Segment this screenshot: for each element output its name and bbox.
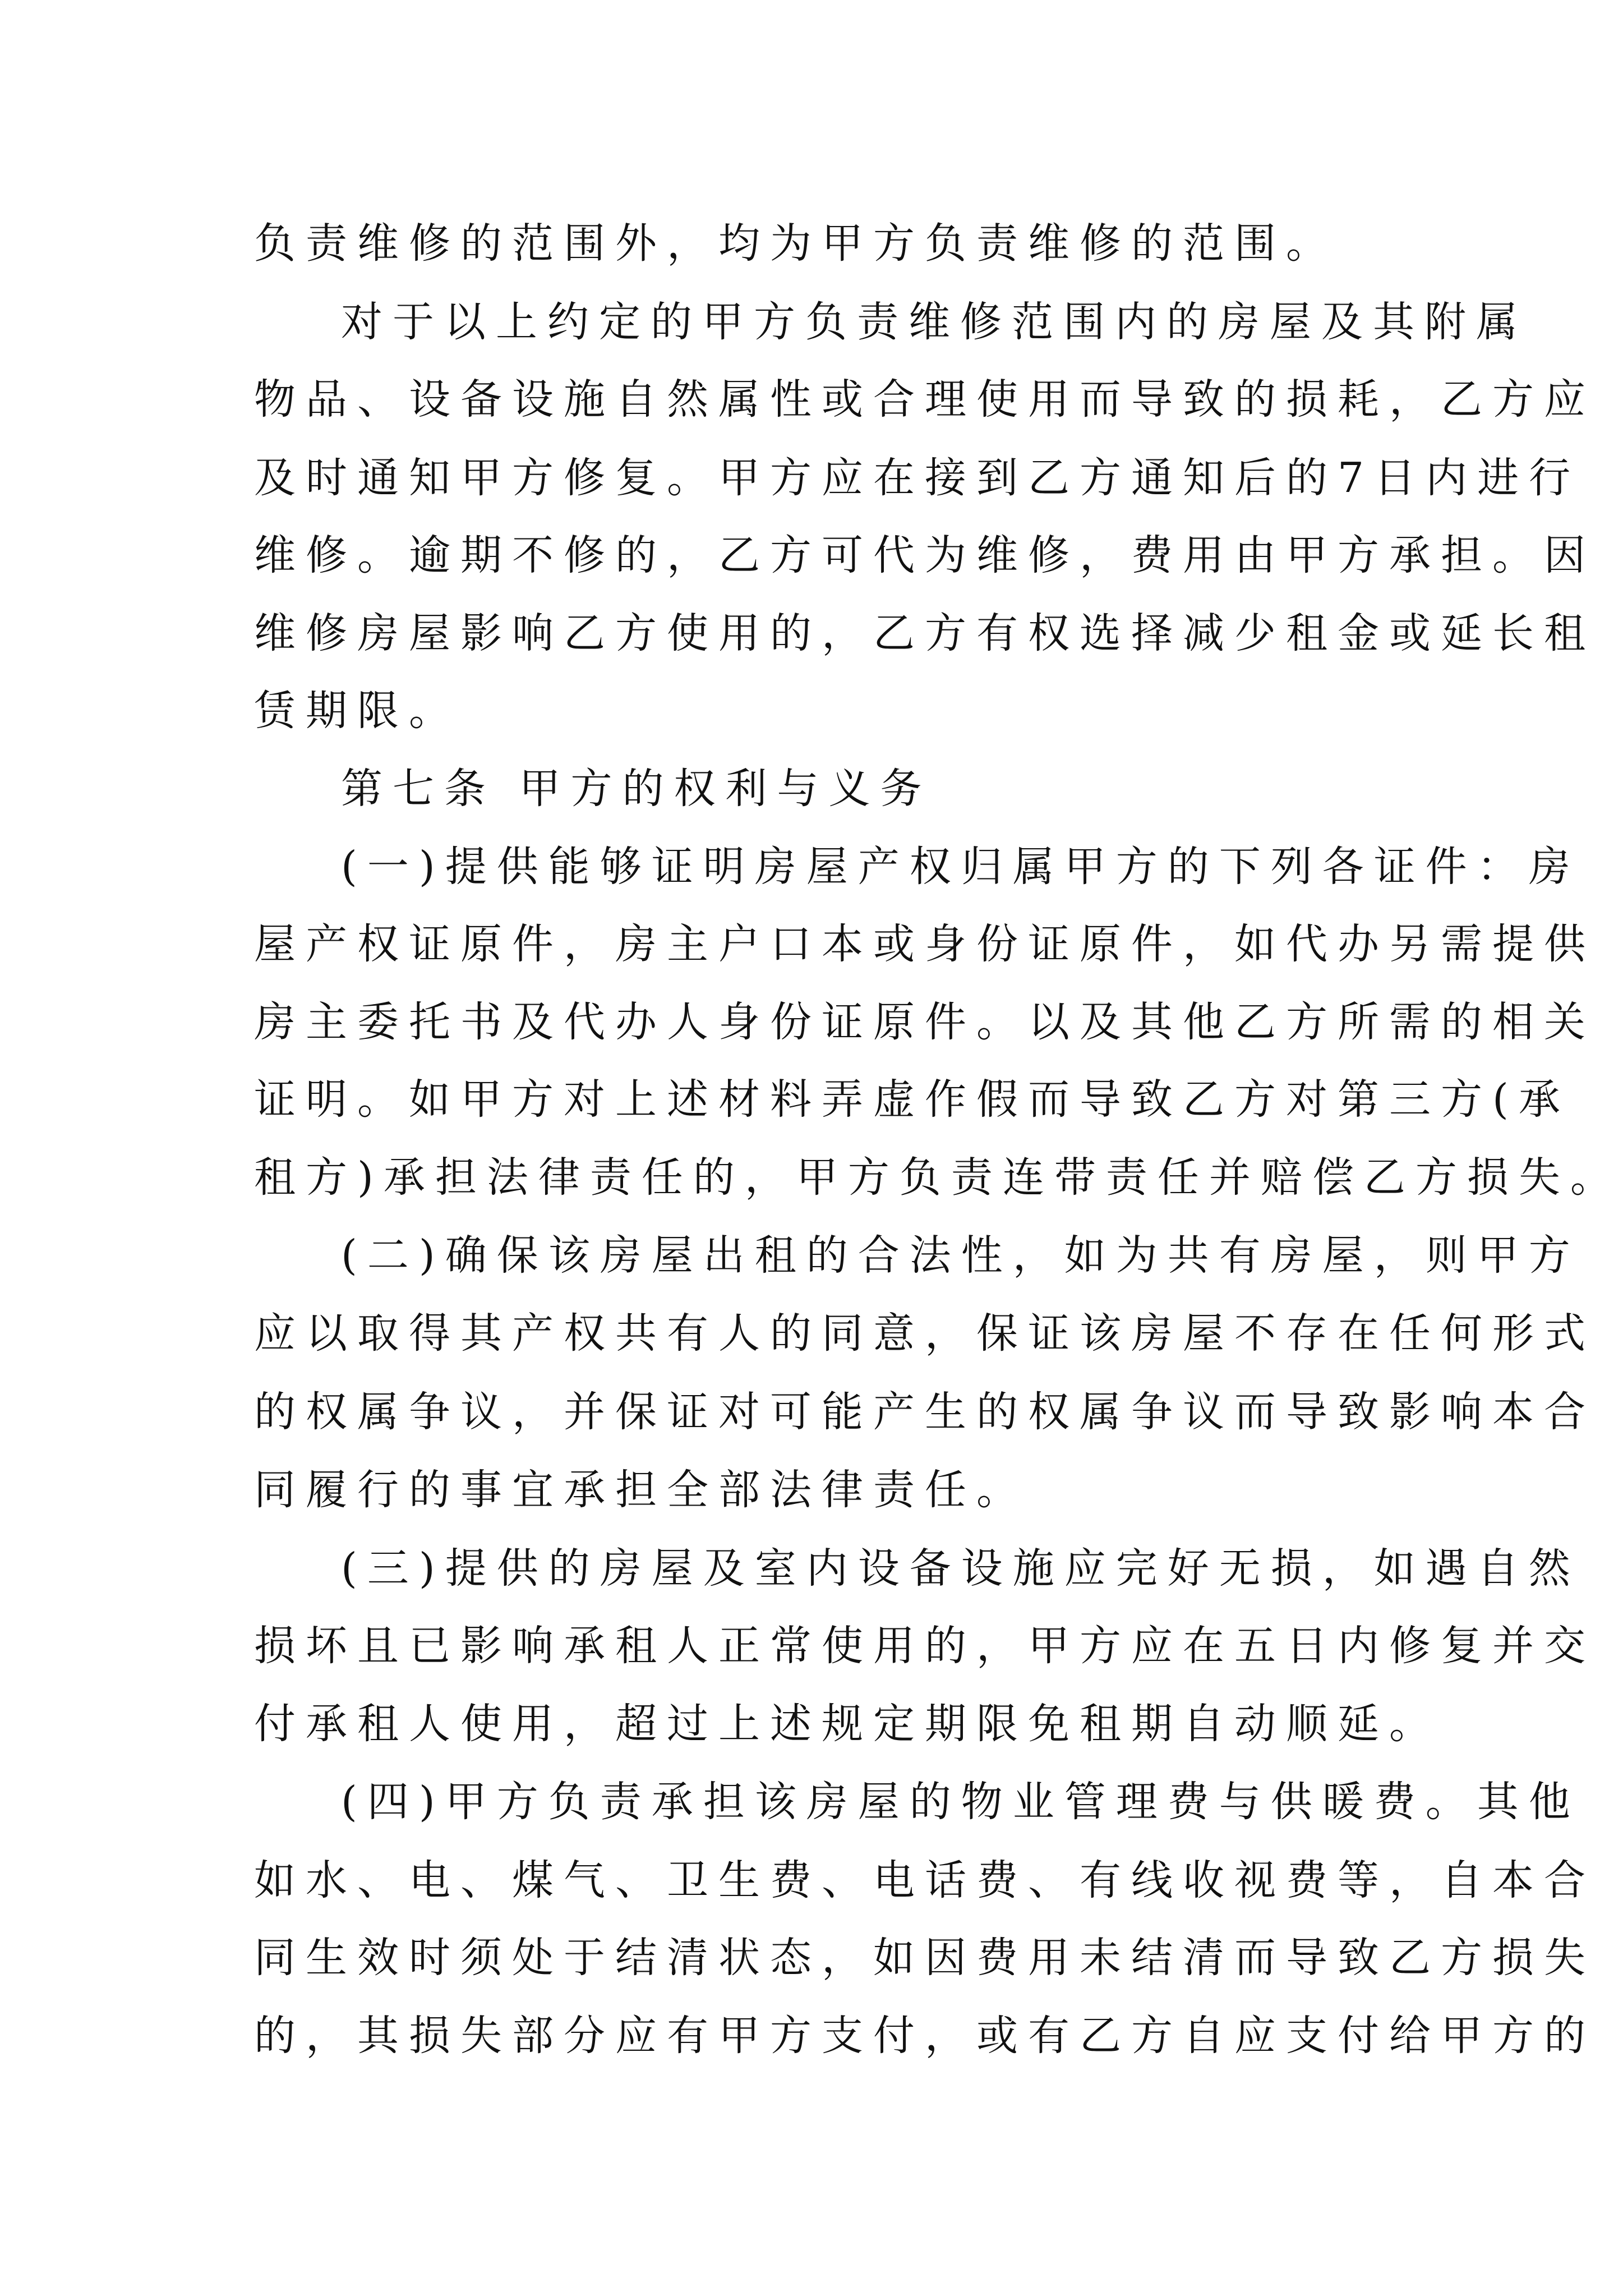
paragraph-start-line: (三)提供的房屋及室内设备设施应完好无损，如遇自然 (341, 1544, 1580, 1593)
text-line: 同履行的事宜承担全部法律责任。 (254, 1466, 1028, 1514)
text-line: 负责维修的范围外，均为甲方负责维修的范围。 (254, 219, 1338, 268)
text-line: 的，其损失部分应有甲方支付，或有乙方自应支付给甲方的 (254, 2012, 1596, 2060)
text-line: 物品、设备设施自然属性或合理使用而导致的损耗，乙方应 (254, 375, 1596, 424)
article-heading: 第七条 甲方的权利与义务 (341, 765, 932, 813)
paragraph-start-line: (二)确保该房屋出租的合法性，如为共有房屋，则甲方 (341, 1231, 1580, 1280)
text-line: 维修房屋影响乙方使用的，乙方有权选择减少租金或延长租 (254, 609, 1596, 657)
paragraph-start-line: (一)提供能够证明房屋产权归属甲方的下列各证件：房 (341, 843, 1580, 891)
text-line: 租方)承担法律责任的，甲方负责连带责任并赔偿乙方损失。 (254, 1153, 1622, 1202)
text-line: 证明。如甲方对上述材料弄虚作假而导致乙方对第三方(承 (254, 1075, 1570, 1124)
paragraph-start-line: (四)甲方负责承担该房屋的物业管理费与供暖费。其他 (341, 1778, 1580, 1826)
text-line: 付承租人使用，超过上述规定期限免租期自动顺延。 (254, 1700, 1441, 1748)
text-line: 及时通知甲方修复。甲方应在接到乙方通知后的7日内进行 (254, 454, 1581, 502)
text-line: 如水、电、煤气、卫生费、电话费、有线收视费等，自本合 (254, 1856, 1596, 1904)
text-line: 维修。逾期不修的，乙方可代为维修，费用由甲方承担。因 (254, 531, 1596, 579)
text-line: 损坏且已影响承租人正常使用的，甲方应在五日内修复并交 (254, 1622, 1596, 1670)
paragraph-start-line: 对于以上约定的甲方负责维修范围内的房屋及其附属 (341, 298, 1528, 346)
text-line: 应以取得其产权共有人的同意，保证该房屋不存在任何形式 (254, 1309, 1596, 1358)
text-line: 的权属争议，并保证对可能产生的权属争议而导致影响本合 (254, 1388, 1596, 1436)
text-line: 赁期限。 (254, 687, 460, 735)
text-line: 房主委托书及代办人身份证原件。以及其他乙方所需的相关 (254, 998, 1596, 1046)
text-line: 同生效时须处于结清状态，如因费用未结清而导致乙方损失 (254, 1934, 1596, 1982)
text-line: 屋产权证原件，房主户口本或身份证原件，如代办另需提供 (254, 920, 1596, 968)
